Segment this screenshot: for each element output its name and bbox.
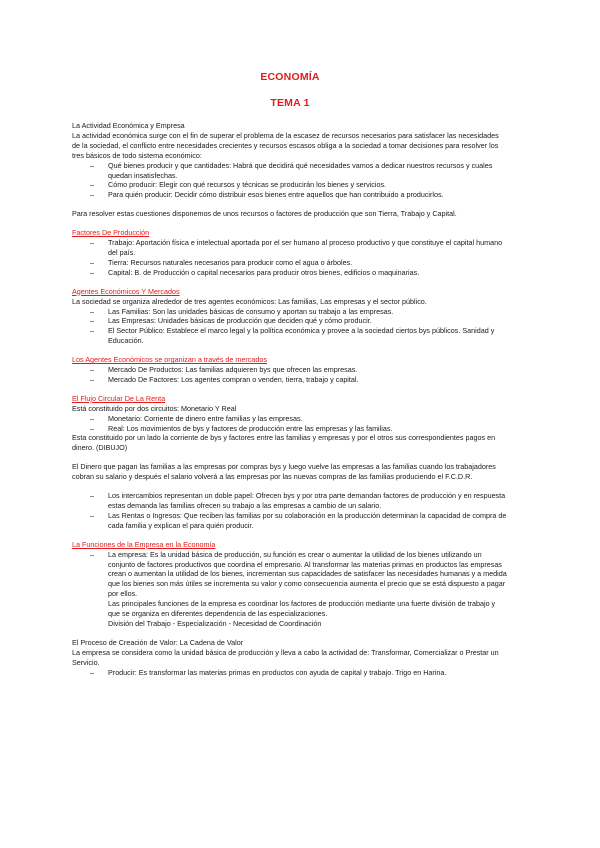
dash-bullet: – [90,374,94,384]
document-body [72,121,508,678]
dash-bullet: – [90,491,94,501]
bullet-list [72,365,508,385]
dash-bullet: – [90,326,94,336]
document-subtitle: TEMA 1 [270,97,310,109]
bullet-list [72,161,508,201]
list-item: – Qué bienes producir y que cantidades: Habrá que decidirá qué necesidades vamos a dedicar nuestros recursos y cuales quedan insatisfechas. [90,160,493,180]
section-heading-agentes: Agentes Económicos Y Mercados [72,286,180,296]
list-item: – Las Empresas: Unidades básicas de producción que deciden qué y cómo producir. [90,316,372,326]
paragraph: Las principales funciones de la empresa es coordinar los factores de producción mediante una fuerte división de trabajo y que se organiza en diferentes dependencia de las especializaciones. [108,599,496,619]
bullet-list [72,238,508,278]
list-item: – Real: Los movimientos de bys y factores de producción entre las empresas y las familias. [90,423,393,433]
bullet-list [72,550,508,600]
dash-bullet: – [90,316,94,326]
bullet-list [72,414,508,434]
dash-bullet: – [90,180,94,190]
dash-bullet: – [90,365,94,375]
paragraph: Para resolver estas cuestiones disponemos de unos recursos o factores de producción que son Tierra, Trabajo y Capital. [72,209,457,219]
section-heading-mercados: Los Agentes Económicos se organizan a través de mercados [72,355,267,365]
paragraph: Esta constituido por un lado la corriente de bys y factores entre las familias y empresas y por el otros sus correspondientes pagos en dinero. (DIBUJO) [72,433,496,453]
bullet-list [72,307,508,347]
list-item: – Capital: B. de Producción o capital necesarios para producir otros bienes, edificios o maquinarias. [90,267,420,277]
dash-bullet: – [90,190,94,200]
list-item: – Mercado De Factores: Los agentes compran o venden, tierra, trabajo y capital. [90,374,359,384]
list-item: – Cómo producir: Elegir con qué recursos y técnicas se producirán los bienes y servicios. [90,180,387,190]
bullet-list [72,491,508,531]
dash-bullet: – [90,257,94,267]
list-item: – Para quién producir: Decidir cómo distribuir esos bienes entre aquellos que han contribuido a producirlos. [90,190,444,200]
dash-bullet: – [90,160,94,170]
paragraph: División del Trabajo - Especialización - Necesidad de Coordinación [108,618,322,628]
list-item: – Producir: Es transformar las materias primas en productos con ayuda de capital y trabajo. Trigo en Harina. [90,667,447,677]
paragraph: La sociedad se organiza alrededor de tres agentes económicos: Las familias, Las empresas y el sector público. [72,296,427,306]
section-heading-cadena-valor: El Proceso de Creación de Valor: La Cadena de Valor [72,637,244,647]
paragraph: El Dinero que pagan las familias a las empresas por compras bys y luego vuelve las empresas a las familias cuando los trabajadores cobran su salario y después el salario volverá a las empresas por las nuevas compras de las familias produciendo el F.C.D.R. [72,462,496,482]
list-item: – Monetario: Corriente de dinero entre familias y las empresas. [90,413,303,423]
section-heading-flujo: El Flujo Circular De La Renta [72,393,166,403]
paragraph: La actividad económica surge con el fin de superar el problema de la escasez de recursos necesarios para satisfacer las necesidades de la sociedad, el conflicto entre necesidades crecientes y recursos escasos obliga a la sociedad a tomar decisiones para resolver los tres básicos de todo sistema económico: [72,130,499,160]
dash-bullet: – [90,238,94,248]
section-heading-funciones: La Funciones de la Empresa en la Economía [72,539,216,549]
list-item: – Tierra: Recursos naturales necesarios para producir como el agua o árboles. [90,257,353,267]
dash-bullet: – [90,306,94,316]
list-item: – Las Familias: Son las unidades básicas de consumo y aportan su trabajo a las empresas. [90,306,394,316]
paragraph: La empresa se considera como la unidad básica de producción y lleva a cabo la actividad de: Transformar, Comercializar o Prestar un Servicio. [72,647,499,667]
dash-bullet: – [90,267,94,277]
section-heading-factores: Factores De Producción [72,228,150,238]
list-item: – Trabajo: Aportación física e intelectual aportada por el ser humano al proceso productivo y que constituye el capital humano del país. [90,238,503,257]
dash-bullet: – [90,510,94,520]
paragraph: Está constituido por dos circuitos: Monetario Y Real [72,403,237,413]
list-item: – Los intercambios representan un doble papel: Ofrecen bys y por otra parte demandan factores de producción y en respuesta estas demanda las familias ofrecen su trabajo a las empresas a cambio de un salario. [90,491,506,510]
dash-bullet: – [90,549,94,559]
section-heading-actividad: La Actividad Económica y Empresa [72,121,185,130]
list-item: – El Sector Público: Establece el marco legal y la política económica y provee a la sociedad ciertos bys públicos. Sanidad y Educación. [90,326,495,346]
bullet-list [72,668,508,678]
dash-bullet: – [90,667,94,677]
list-item: – La empresa: Es la unidad básica de producción, su función es crear o aumentar la utilidad de los bienes utilizando un conjunto de factores productivos que coordina el empresario. Al transformar las materias primas en productos las empresas crean o aumentan la utilidad de los bienes, incrementan sus capacidades de satisfacer las necesidades humanas y a medida que los bienes son más útiles se incrementa su valor y como consecuencia aumenta el precio que se está dispuesto a pagar por ellos. [90,549,507,599]
dash-bullet: – [90,413,94,423]
list-item: – Las Rentas o Ingresos: Que reciben las familias por su colaboración en la producción determinan la capacidad de compra de cada familia y explican el para quién producir. [90,510,507,530]
list-item: – Mercado De Productos: Las familias adquieren bys que ofrecen las empresas. [90,365,358,375]
document-title: ECONOMÍA [260,71,320,83]
dash-bullet: – [90,423,94,433]
